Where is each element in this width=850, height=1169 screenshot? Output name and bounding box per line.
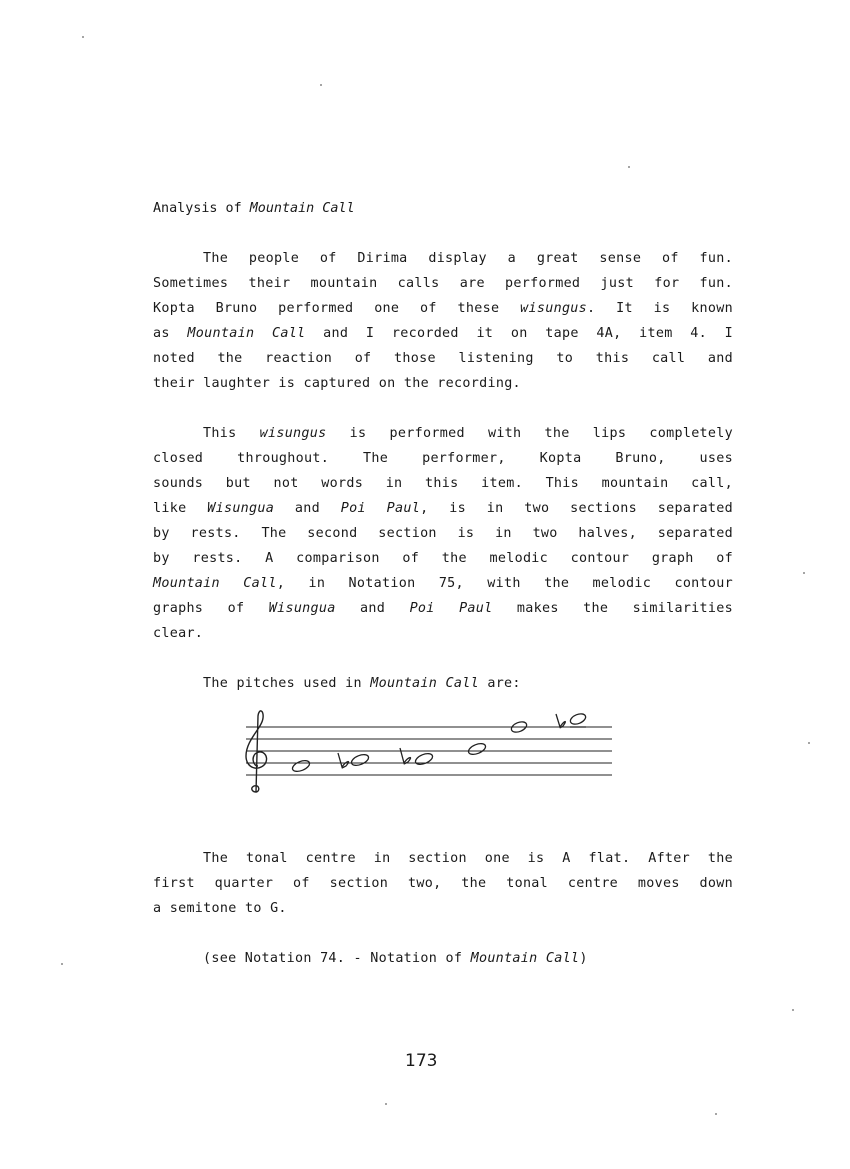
music-staff xyxy=(238,706,618,798)
p2-line-8: graphs of Wisungua and Poi Paul makes the similarities xyxy=(153,601,733,616)
p1-line-2: Sometimes their mountain calls are performed just for fun. xyxy=(153,276,733,291)
flat-sign-2 xyxy=(400,748,411,764)
note-1 xyxy=(291,758,311,773)
p2-line-7: Mountain Call, in Notation 75, with the melodic contour xyxy=(153,576,733,591)
p4-line-1: The tonal centre in section one is A flat. After the xyxy=(203,851,733,866)
page-number: 173 xyxy=(405,1051,438,1071)
p2-line-1: This wisungus is performed with the lips completely xyxy=(203,426,734,441)
p2-line-6: by rests. A comparison of the melodic contour graph of xyxy=(153,551,733,566)
note-4 xyxy=(467,741,487,756)
p2-line-9: clear. xyxy=(153,626,204,641)
scan-speck xyxy=(715,1113,717,1115)
scan-speck xyxy=(792,1009,794,1011)
p1-line-4: as Mountain Call and I recorded it on tape 4A, item 4. I xyxy=(153,326,733,341)
scan-speck xyxy=(320,84,322,86)
scan-speck xyxy=(82,36,84,38)
notation-reference: (see Notation 74. - Notation of Mountain Call) xyxy=(203,951,588,966)
flat-sign-1 xyxy=(338,753,349,768)
note-2 xyxy=(350,752,370,767)
p1-line-1: The people of Dirima display a great sense of fun. xyxy=(203,251,733,266)
p1-line-6: their laughter is captured on the recording. xyxy=(153,376,521,391)
scan-speck xyxy=(61,963,63,965)
flat-sign-3 xyxy=(556,714,565,728)
p1-line-3: Kopta Bruno performed one of these wisungus. It is known xyxy=(153,301,733,316)
p2-line-4: like Wisungua and Poi Paul, is in two sections separated xyxy=(153,501,734,516)
heading-prefix: Analysis of xyxy=(153,201,250,216)
p1-line-5: noted the reaction of those listening to this call and xyxy=(153,351,733,366)
scan-speck xyxy=(628,166,630,168)
p2-line-5: by rests. The second section is in two halves, separated xyxy=(153,526,733,541)
scan-speck xyxy=(803,572,805,574)
scan-speck xyxy=(385,1103,387,1105)
note-3 xyxy=(414,751,434,766)
section-heading xyxy=(153,196,355,221)
p4-line-3: a semitone to G. xyxy=(153,901,287,916)
p4-line-2: first quarter of section two, the tonal centre moves down xyxy=(153,876,733,891)
p2-line-2: closed throughout. The performer, Kopta Bruno, uses xyxy=(153,451,733,466)
scan-speck xyxy=(808,742,810,744)
pitches-intro: The pitches used in Mountain Call are: xyxy=(203,676,521,691)
p2-line-3: sounds but not words in this item. This mountain call, xyxy=(153,476,733,491)
note-6 xyxy=(569,712,587,726)
heading-title: Mountain Call xyxy=(249,201,355,216)
